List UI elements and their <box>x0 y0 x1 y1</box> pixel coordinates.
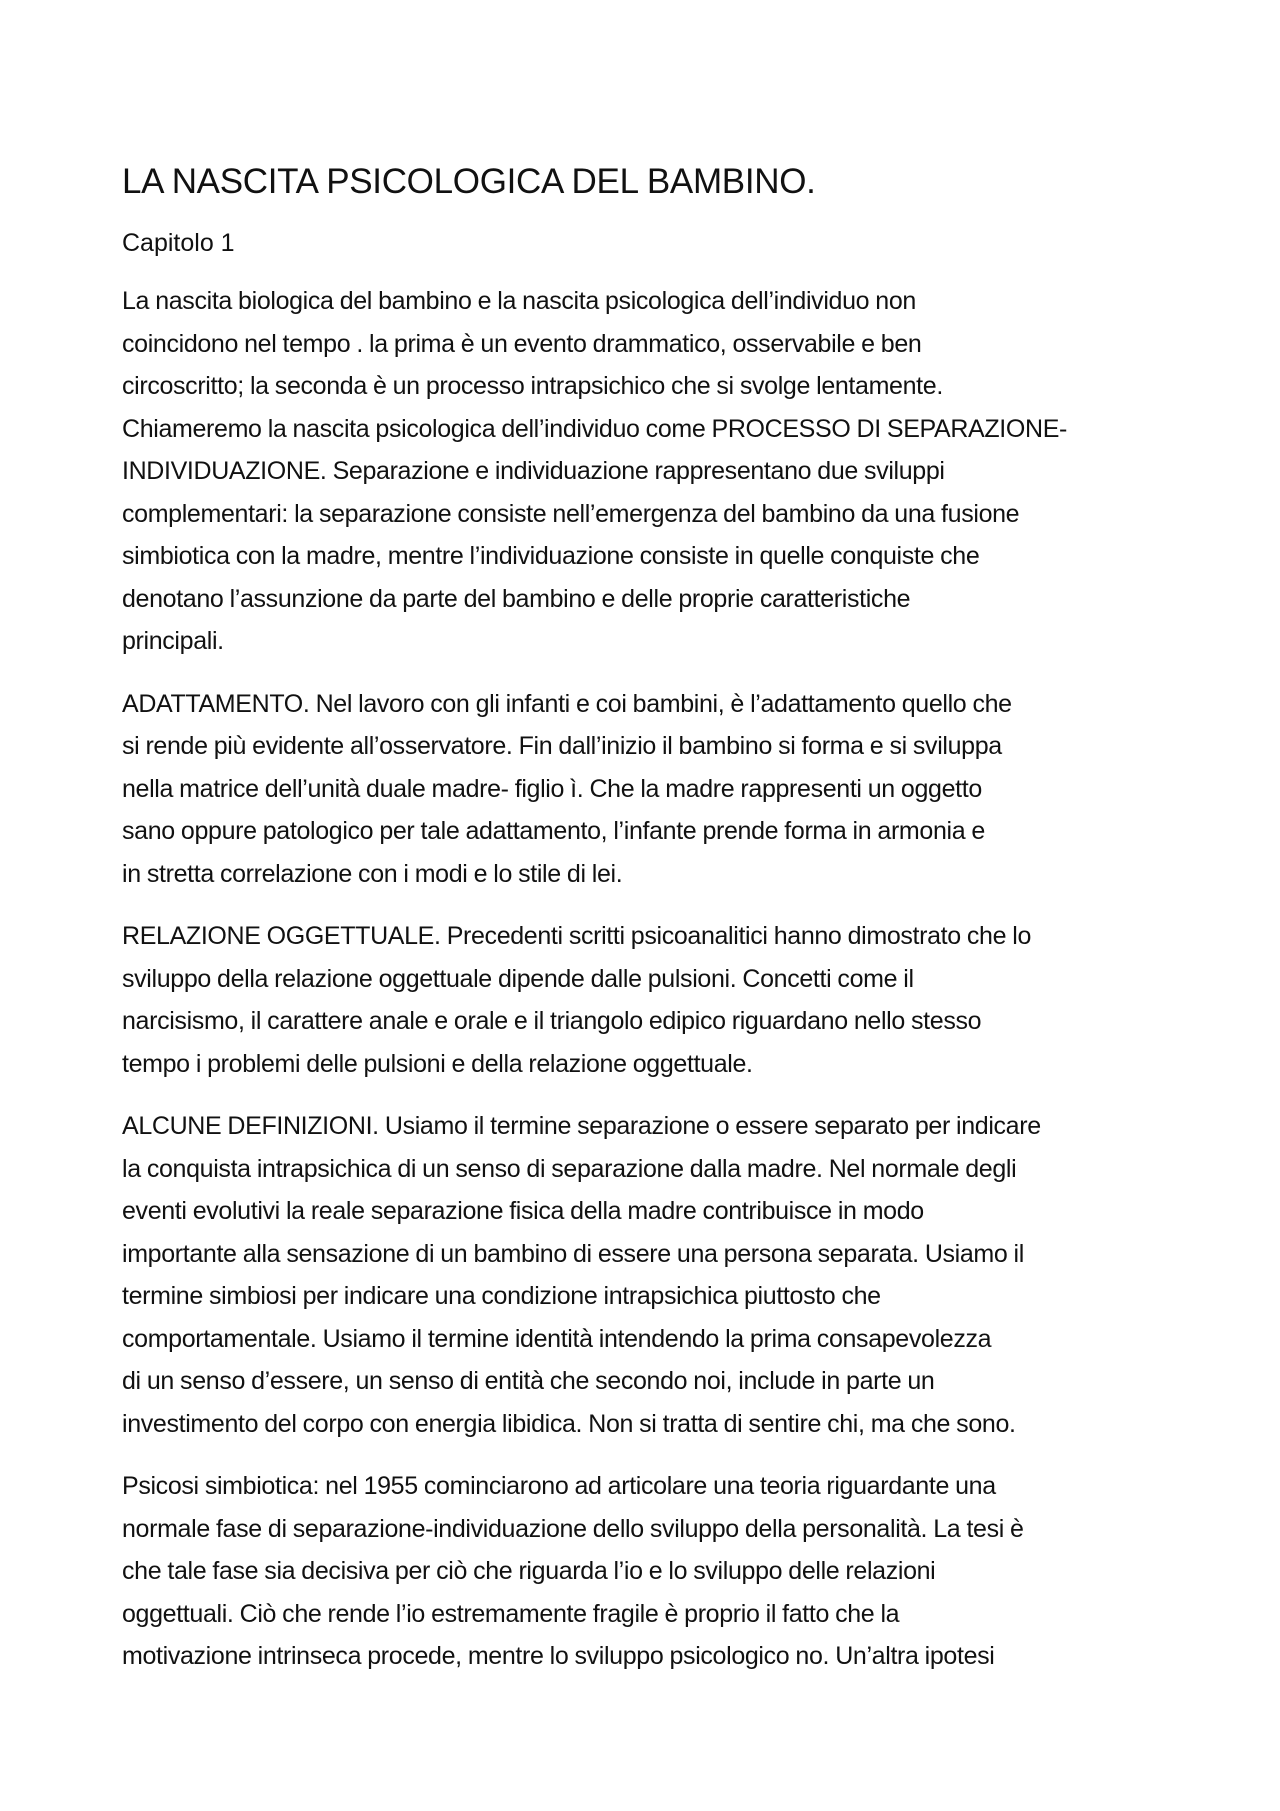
paragraph-line: RELAZIONE OGGETTUALE. Precedenti scritti psicoanalitici hanno dimostrato che lo <box>122 922 1032 950</box>
paragraph-line: sano oppure patologico per tale adattamento, l’infante prende forma in armonia e <box>122 817 985 845</box>
paragraph-line: INDIVIDUAZIONE. Separazione e individuazione rappresentano due sviluppi <box>122 457 945 485</box>
paragraph-line: simbiotica con la madre, mentre l’individuazione consiste in quelle conquiste che <box>122 542 980 570</box>
paragraphs-container <box>122 280 1182 1678</box>
paragraph-line: motivazione intrinseca procede, mentre lo sviluppo psicologico no. Un’altra ipotesi <box>122 1642 995 1670</box>
paragraph-line: si rende più evidente all’osservatore. Fin dall’inizio il bambino si forma e si sviluppa <box>122 732 1002 760</box>
paragraph-line: oggettuali. Ciò che rende l’io estremamente fragile è proprio il fatto che la <box>122 1599 900 1628</box>
paragraph-line: denotano l’assunzione da parte del bambino e delle proprie caratteristiche <box>122 584 911 613</box>
paragraph-line: comportamentale. Usiamo il termine identità intendendo la prima consapevolezza <box>122 1324 992 1353</box>
paragraph-line: ALCUNE DEFINIZIONI. Usiamo il termine separazione o essere separato per indicare <box>122 1112 1041 1140</box>
paragraph-line: normale fase di separazione-individuazione dello sviluppo della personalità. La tesi è <box>122 1514 1024 1543</box>
paragraph <box>122 1465 1182 1678</box>
paragraph-line: in stretta correlazione con i modi e lo stile di lei. <box>122 859 623 888</box>
paragraph-line: tempo i problemi delle pulsioni e della relazione oggettuale. <box>122 1049 753 1078</box>
paragraph-line: ADATTAMENTO. Nel lavoro con gli infanti e coi bambini, è l’adattamento quello che <box>122 689 1012 718</box>
paragraph-line: nella matrice dell’unità duale madre- figlio ì. Che la madre rappresenti un oggetto <box>122 774 982 803</box>
paragraph <box>122 1105 1182 1445</box>
paragraph-line: principali. <box>122 627 224 655</box>
paragraph-line: complementari: la separazione consiste nell’emergenza del bambino da una fusione <box>122 499 1020 528</box>
paragraph <box>122 280 1182 663</box>
paragraph-line: termine simbiosi per indicare una condizione intrapsichica piuttosto che <box>122 1282 881 1310</box>
paragraph-line: La nascita biologica del bambino e la nascita psicologica dell’individuo non <box>122 287 916 315</box>
paragraph-line: eventi evolutivi la reale separazione fisica della madre contribuisce in modo <box>122 1197 924 1225</box>
paragraph-line: Psicosi simbiotica: nel 1955 cominciarono ad articolare una teoria riguardante una <box>122 1472 996 1500</box>
paragraph-line: investimento del corpo con energia libidica. Non si tratta di sentire chi, ma che sono. <box>122 1409 1016 1438</box>
paragraph-line: la conquista intrapsichica di un senso di separazione dalla madre. Nel normale degli <box>122 1154 1017 1183</box>
paragraph-line: narcisismo, il carattere anale e orale e il triangolo edipico riguardano nello stesso <box>122 1007 982 1035</box>
paragraph-line: circoscritto; la seconda è un processo intrapsichico che si svolge lentamente. <box>122 372 943 400</box>
paragraph-line: di un senso d’essere, un senso di entità che secondo noi, include in parte un <box>122 1367 935 1395</box>
paragraph <box>122 915 1182 1085</box>
paragraph <box>122 683 1182 896</box>
chapter-heading: Capitolo 1 <box>122 229 235 257</box>
page-title: LA NASCITA PSICOLOGICA DEL BAMBINO. <box>122 162 816 201</box>
document-body <box>122 158 1182 1678</box>
paragraph-line: sviluppo della relazione oggettuale dipende dalle pulsioni. Concetti come il <box>122 964 914 993</box>
paragraph-line: Chiameremo la nascita psicologica dell’individuo come PROCESSO DI SEPARAZIONE- <box>122 414 1067 443</box>
paragraph-line: importante alla sensazione di un bambino di essere una persona separata. Usiamo il <box>122 1239 1024 1268</box>
paragraph-line: coincidono nel tempo . la prima è un evento drammatico, osservabile e ben <box>122 329 922 358</box>
paragraph-line: che tale fase sia decisiva per ciò che riguarda l’io e lo sviluppo delle relazioni <box>122 1557 936 1585</box>
